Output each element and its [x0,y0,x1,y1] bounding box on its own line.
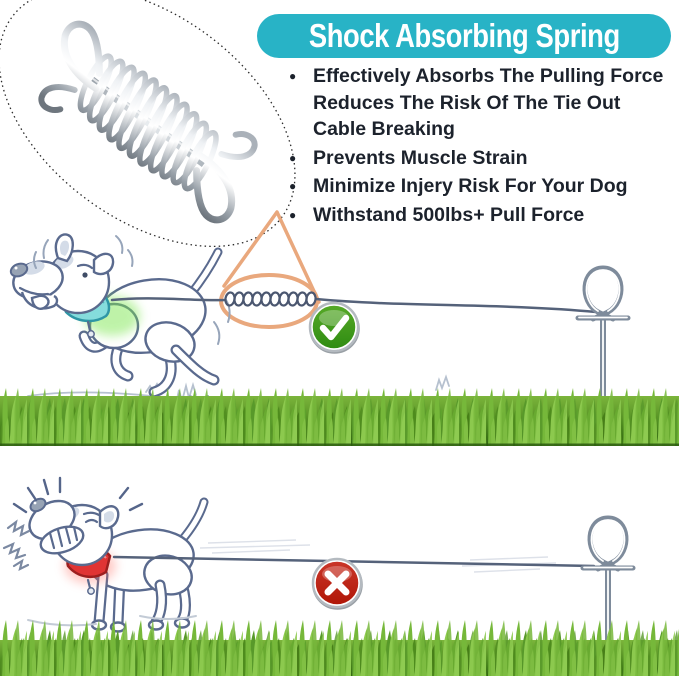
bullet-dot-icon: ● [289,179,297,193]
shock-spring-coil [225,292,317,306]
bullet-text: Withstand 500lbs+ Pull Force [313,203,585,226]
banner-title [257,14,671,58]
dog-choking [4,478,204,632]
scene-with-spring [0,234,679,446]
spring-photo [23,12,273,233]
faint-watermark-lines [200,540,556,572]
list-item [289,145,677,172]
list-item [289,202,677,229]
list-item [289,173,677,200]
grass-strip [0,382,679,446]
x-icon [313,559,362,609]
bullet-text: Minimize Injery Risk For Your Dog [313,175,628,197]
list-item [289,63,677,143]
banner-label: Shock Absorbing Spring [308,17,620,54]
bullet-dot-icon: ● [289,150,297,165]
bullet-dot-icon: ● [289,69,297,83]
scene-without-spring [0,478,679,676]
bullet-dot-icon: ● [289,207,297,222]
check-icon [310,303,359,353]
bullet-text: Effectively Absorbs The Pulling Force Reduces The Risk Of The Tie Out Cable Breaking [313,65,664,140]
grass-strip [0,614,679,676]
bullet-text: Prevents Muscle Strain [313,146,528,169]
feature-bullet-list [289,63,677,230]
dog-running [9,234,230,405]
